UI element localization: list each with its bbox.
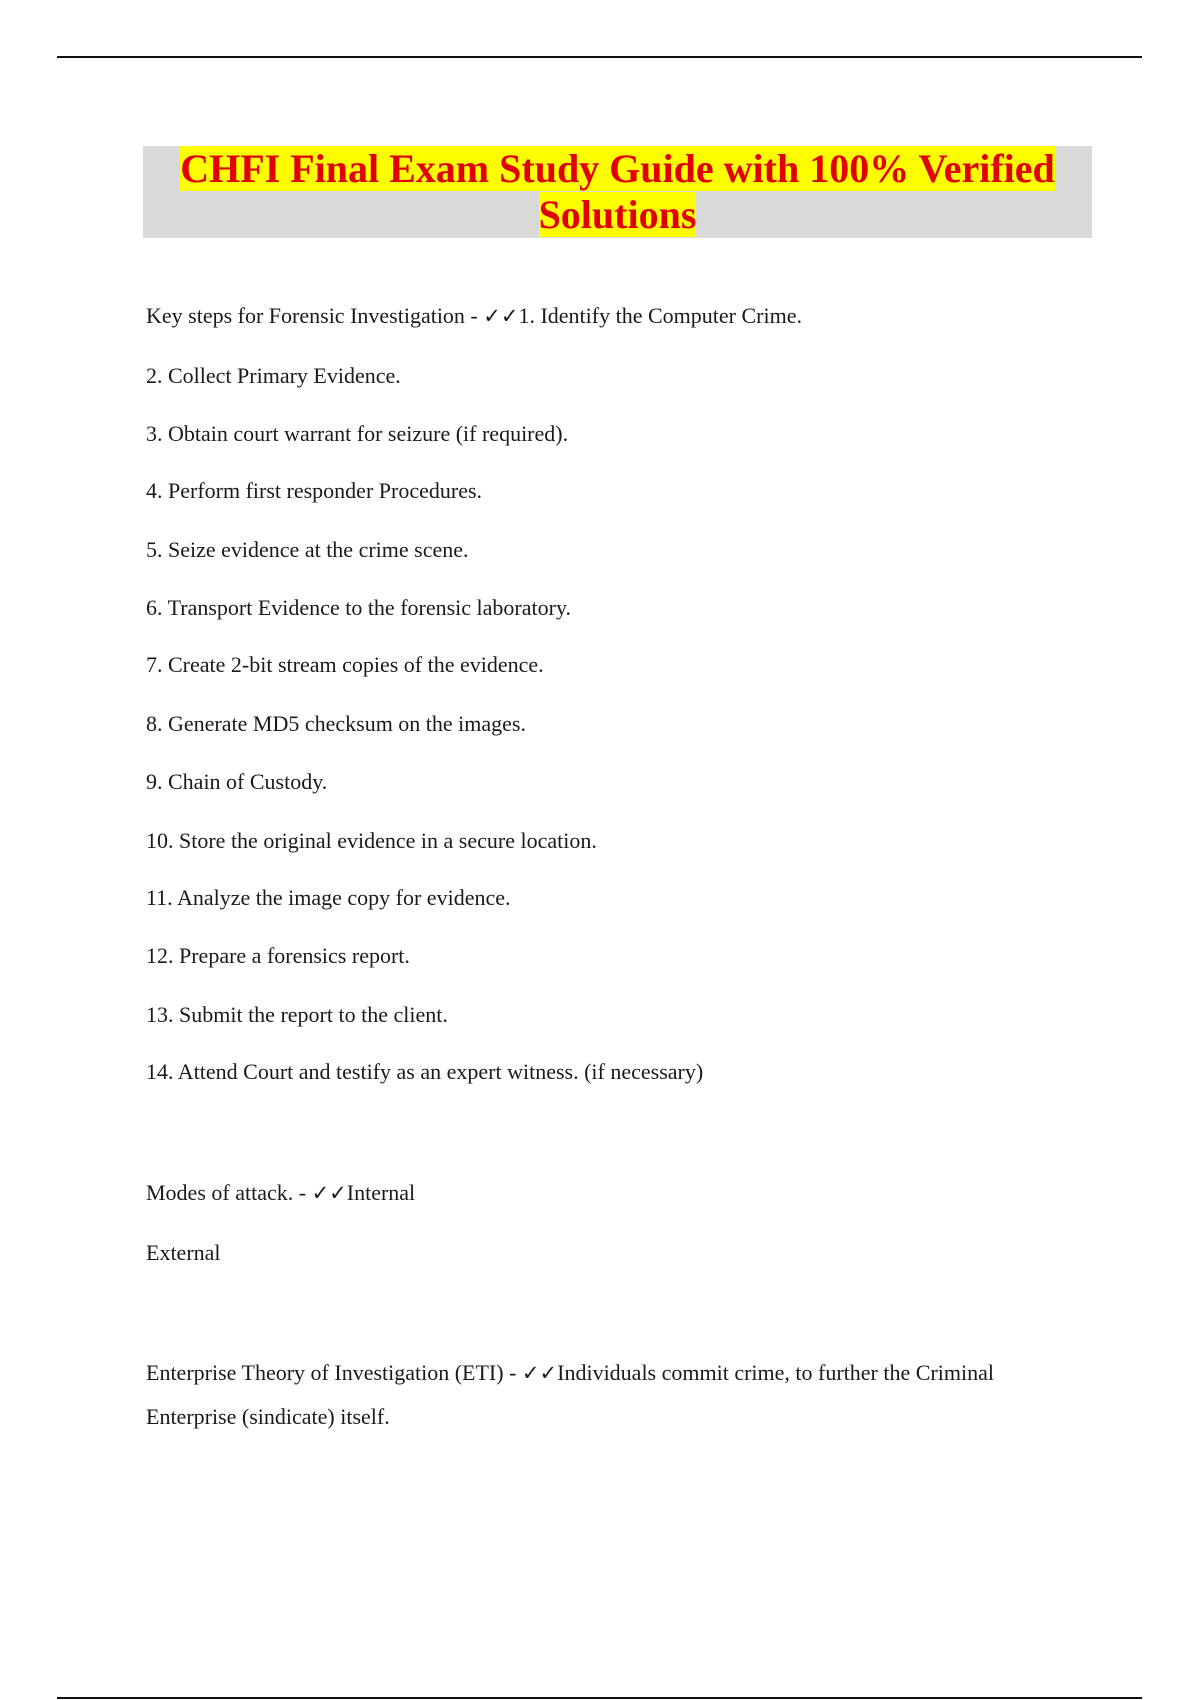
list-item: 3. Obtain court warrant for seizure (if required).	[146, 421, 569, 446]
double-check-icon: ✓✓	[521, 1361, 558, 1385]
list-item: 5. Seize evidence at the crime scene.	[146, 537, 469, 562]
list-item: External	[146, 1240, 221, 1265]
list-item: 13. Submit the report to the client.	[146, 1002, 448, 1027]
question-modes-of-attack	[146, 1180, 415, 1206]
list-item: 4. Perform first responder Procedures.	[146, 478, 483, 503]
list-item: Enterprise (sindicate) itself.	[146, 1404, 390, 1429]
answer-text: Individuals commit crime, to further the Criminal	[557, 1360, 994, 1385]
list-item: 7. Create 2-bit stream copies of the evidence.	[146, 652, 544, 677]
list-item: 11. Analyze the image copy for evidence.	[146, 885, 511, 910]
answer-text: Internal	[346, 1180, 416, 1205]
answer-text: 1. Identify the Computer Crime.	[518, 303, 802, 328]
term-text: Enterprise Theory of Investigation (ETI) -	[146, 1360, 522, 1385]
question-key-steps	[146, 303, 802, 329]
list-item: 14. Attend Court and testify as an expert witness. (if necessary)	[146, 1059, 704, 1084]
list-item: 6. Transport Evidence to the forensic laboratory.	[146, 595, 572, 620]
double-check-icon: ✓✓	[311, 1181, 347, 1205]
term-text: Key steps for Forensic Investigation -	[146, 303, 484, 328]
term-text: Modes of attack. -	[146, 1180, 312, 1205]
title-line-2: Solutions	[538, 192, 697, 237]
question-eti	[146, 1360, 994, 1386]
list-item: 8. Generate MD5 checksum on the images.	[146, 711, 526, 736]
list-item: 2. Collect Primary Evidence.	[146, 363, 401, 388]
list-item: 12. Prepare a forensics report.	[146, 943, 410, 968]
list-item: 9. Chain of Custody.	[146, 769, 328, 794]
bottom-rule	[57, 1697, 1142, 1699]
page-title	[168, 146, 1068, 238]
double-check-icon: ✓✓	[483, 304, 519, 328]
list-item: 10. Store the original evidence in a secure location.	[146, 828, 597, 853]
title-banner	[143, 146, 1092, 238]
title-line-1: CHFI Final Exam Study Guide with 100% Verified	[180, 146, 1055, 191]
top-rule	[57, 56, 1142, 58]
